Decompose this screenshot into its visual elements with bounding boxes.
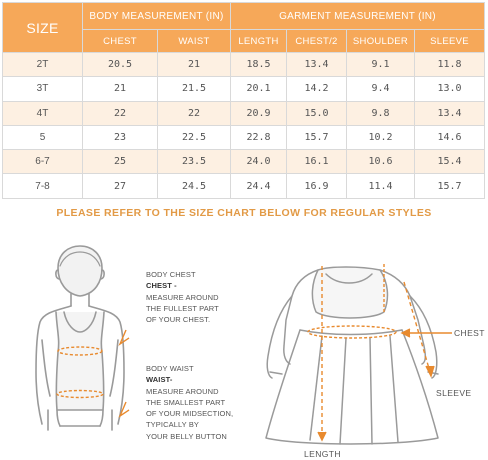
column-header-waist: WAIST [158, 30, 231, 53]
table-cell: 16.9 [287, 174, 347, 198]
table-cell: 4T [3, 101, 83, 125]
table-cell: 3T [3, 77, 83, 101]
table-cell: 14.2 [287, 77, 347, 101]
table-cell: 10.6 [347, 150, 415, 174]
dress-illustration [266, 267, 438, 444]
table-cell: 7-8 [3, 174, 83, 198]
garment-chest-label: CHEST [454, 328, 485, 338]
table-cell: 9.1 [347, 53, 415, 77]
table-cell: 15.4 [415, 150, 485, 174]
body-waist-line: TYPICALLY BY [146, 420, 200, 430]
table-cell: 20.9 [231, 101, 287, 125]
table-cell: 21 [158, 53, 231, 77]
table-cell: 21.5 [158, 77, 231, 101]
body-waist-label: WAIST- [146, 375, 173, 385]
table-cell: 24.0 [231, 150, 287, 174]
body-figure-illustration [36, 246, 124, 430]
body-waist-line: OF YOUR MIDSECTION, [146, 409, 234, 419]
size-chart-note: PLEASE REFER TO THE SIZE CHART BELOW FOR REGULAR STYLES [56, 207, 432, 219]
table-cell: 15.7 [415, 174, 485, 198]
size-header: SIZE [3, 3, 83, 53]
column-header-chest-half: CHEST/2 [287, 30, 347, 53]
table-cell: 20.5 [83, 53, 158, 77]
body-chest-title: BODY CHEST [146, 270, 196, 279]
table-cell: 5 [3, 125, 83, 149]
table-cell: 16.1 [287, 150, 347, 174]
body-waist-line: THE SMALLEST PART [146, 397, 226, 407]
body-waist-line: MEASURE AROUND [146, 386, 219, 396]
table-cell: 2T [3, 53, 83, 77]
garment-length-label: LENGTH [304, 449, 341, 459]
table-cell: 23.5 [158, 150, 231, 174]
table-cell: 24.4 [231, 174, 287, 198]
body-chest-line: MEASURE AROUND [146, 292, 219, 302]
body-waist-note [146, 363, 233, 442]
table-cell: 22 [158, 101, 231, 125]
body-chest-note [146, 269, 219, 325]
table-cell: 23 [83, 125, 158, 149]
table-cell: 13.4 [287, 53, 347, 77]
garment-sleeve-label: SLEEVE [436, 388, 472, 398]
table-cell: 14.6 [415, 125, 485, 149]
table-cell: 11.8 [415, 53, 485, 77]
table-cell: 22 [83, 101, 158, 125]
table-cell: 24.5 [158, 174, 231, 198]
table-cell: 15.0 [287, 101, 347, 125]
table-cell: 9.8 [347, 101, 415, 125]
column-header-chest: CHEST [83, 30, 158, 53]
table-cell: 13.4 [415, 101, 485, 125]
table-cell: 11.4 [347, 174, 415, 198]
column-header-shoulder: SHOULDER [347, 30, 415, 53]
body-waist-title: BODY WAIST [146, 364, 194, 373]
column-header-sleeve: SLEEVE [415, 30, 485, 53]
column-header-length: LENGTH [231, 30, 287, 53]
table-cell: 21 [83, 77, 158, 101]
body-waist-line: YOUR BELLY BUTTON [146, 431, 227, 441]
body-chest-line: OF YOUR CHEST. [146, 315, 211, 325]
table-cell: 25 [83, 150, 158, 174]
table-cell: 10.2 [347, 125, 415, 149]
table-cell: 9.4 [347, 77, 415, 101]
table-cell: 6-7 [3, 150, 83, 174]
garment-measurement-header: GARMENT MEASUREMENT (IN) [231, 3, 485, 30]
body-measurement-header: BODY MEASUREMENT (IN) [83, 3, 231, 30]
table-cell: 15.7 [287, 125, 347, 149]
table-cell: 13.0 [415, 77, 485, 101]
body-chest-label: CHEST - [146, 281, 177, 291]
table-cell: 27 [83, 174, 158, 198]
table-cell: 22.5 [158, 125, 231, 149]
table-cell: 18.5 [231, 53, 287, 77]
table-cell: 20.1 [231, 77, 287, 101]
table-cell: 22.8 [231, 125, 287, 149]
body-chest-line: THE FULLEST PART [146, 303, 219, 313]
